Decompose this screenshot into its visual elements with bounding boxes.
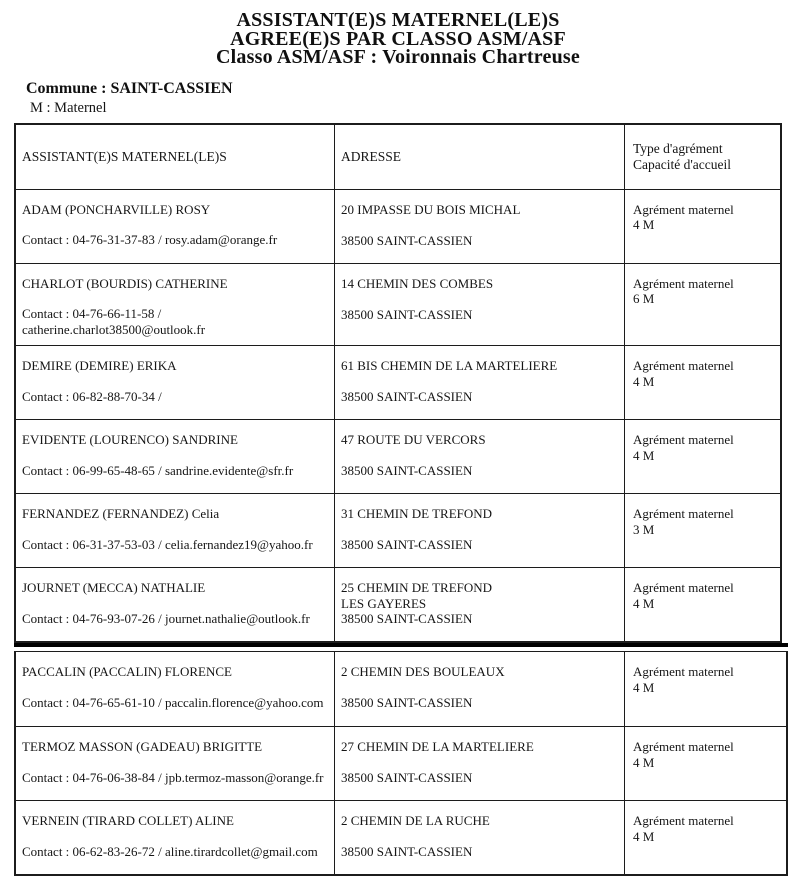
capacity: 4 M bbox=[633, 679, 655, 695]
assistant-name: FERNANDEZ (FERNANDEZ) Celia bbox=[22, 506, 220, 521]
address-cell bbox=[334, 801, 624, 874]
address-cell bbox=[334, 264, 624, 346]
assistant-contact: Contact : 06-99-65-48-65 / sandrine.evidente@sfr.fr bbox=[22, 462, 294, 478]
assistant-name: CHARLOT (BOURDIS) CATHERINE bbox=[22, 275, 228, 291]
address-line: 38500 SAINT-CASSIEN bbox=[341, 463, 473, 478]
assistant-cell bbox=[16, 420, 334, 493]
legend-maternel: M : Maternel bbox=[30, 99, 107, 116]
address-line bbox=[341, 374, 618, 390]
address-cell bbox=[334, 494, 624, 567]
address-line: 38500 SAINT-CASSIEN bbox=[341, 232, 473, 248]
agrement-cell bbox=[624, 420, 780, 493]
address-line: 38500 SAINT-CASSIEN bbox=[341, 306, 473, 322]
table-section-2 bbox=[14, 651, 788, 876]
assistant-contact: Contact : 06-82-88-70-34 / bbox=[22, 388, 162, 404]
table-row bbox=[16, 493, 780, 567]
assistant-name: JOURNET (MECCA) NATHALIE bbox=[22, 580, 206, 595]
agrement-type: Agrément maternel bbox=[633, 275, 734, 291]
agrement-cell bbox=[624, 652, 786, 726]
header-cell-assistants: ASSISTANT(E)S MATERNEL(LE)S bbox=[22, 148, 227, 164]
header-cell-adresse: ADRESSE bbox=[334, 125, 624, 189]
table-row bbox=[16, 263, 780, 346]
assistant-name: PACCALIN (PACCALIN) FLORENCE bbox=[22, 664, 232, 679]
table-row bbox=[16, 567, 780, 641]
agrement-type: Agrément maternel bbox=[633, 432, 734, 447]
address-line bbox=[341, 448, 618, 464]
capacity: 4 M bbox=[633, 447, 655, 463]
address-cell bbox=[334, 652, 624, 726]
address-cell bbox=[334, 727, 624, 800]
assistant-contact: Contact : 04-76-06-38-84 / jpb.termoz-masson@orange.fr bbox=[22, 769, 324, 785]
capacity: 6 M bbox=[633, 291, 655, 306]
assistant-name: DEMIRE (DEMIRE) ERIKA bbox=[22, 358, 177, 373]
agrement-cell bbox=[624, 801, 786, 874]
address-line: 20 IMPASSE DU BOIS MICHAL bbox=[341, 201, 521, 217]
assistant-cell bbox=[16, 264, 334, 346]
address-line bbox=[341, 829, 618, 845]
assistant-cell bbox=[16, 568, 334, 641]
address-line bbox=[341, 680, 618, 696]
address-line: 61 BIS CHEMIN DE LA MARTELIERE bbox=[341, 358, 558, 373]
assistant-contact: Contact : 06-62-83-26-72 / aline.tirardcollet@gmail.com bbox=[22, 843, 318, 859]
table-row bbox=[16, 345, 780, 419]
table-row bbox=[16, 419, 780, 493]
agrement-cell bbox=[624, 494, 780, 567]
assistant-contact: Contact : 06-31-37-53-03 / celia.fernandez19@yahoo.fr bbox=[22, 536, 313, 552]
assistant-name: VERNEIN (TIRARD COLLET) ALINE bbox=[22, 813, 234, 828]
agrement-type: Agrément maternel bbox=[633, 506, 734, 521]
table-row bbox=[16, 189, 780, 263]
assistant-contact: Contact : 04-76-66-11-58 / catherine.charlot38500@outlook.fr bbox=[22, 306, 206, 337]
assistant-cell bbox=[16, 494, 334, 567]
address-cell bbox=[334, 568, 624, 641]
assistants-table bbox=[14, 123, 796, 877]
commune-label: Commune : SAINT-CASSIEN bbox=[26, 79, 233, 97]
capacity: 4 M bbox=[633, 373, 655, 389]
address-line: 38500 SAINT-CASSIEN bbox=[341, 844, 473, 859]
assistant-cell bbox=[16, 190, 334, 263]
address-line: 38500 SAINT-CASSIEN bbox=[341, 537, 473, 552]
address-line: 25 CHEMIN DE TREFOND bbox=[341, 580, 493, 595]
table-header-row bbox=[16, 125, 780, 189]
assistant-cell bbox=[16, 652, 334, 726]
page-break-divider bbox=[14, 643, 788, 647]
capacity: 3 M bbox=[633, 521, 655, 537]
address-cell bbox=[334, 346, 624, 419]
capacity: 4 M bbox=[633, 595, 655, 611]
agrement-cell bbox=[624, 568, 780, 641]
address-line: 38500 SAINT-CASSIEN bbox=[341, 770, 473, 785]
assistant-contact: Contact : 04-76-31-37-83 / rosy.adam@orange.fr bbox=[22, 232, 278, 247]
address-cell bbox=[334, 190, 624, 263]
table-section-1 bbox=[14, 123, 782, 644]
agrement-type: Agrément maternel bbox=[633, 358, 734, 373]
address-line: 38500 SAINT-CASSIEN bbox=[341, 695, 473, 710]
address-line: 14 CHEMIN DES COMBES bbox=[341, 275, 494, 291]
page-title bbox=[0, 0, 796, 67]
address-line bbox=[341, 291, 618, 307]
address-line bbox=[341, 217, 618, 233]
agrement-cell bbox=[624, 190, 780, 263]
address-line bbox=[341, 755, 618, 771]
table-row bbox=[16, 800, 786, 874]
address-line: 31 CHEMIN DE TREFOND bbox=[341, 506, 493, 521]
assistant-contact: Contact : 04-76-93-07-26 / journet.nathalie@outlook.fr bbox=[22, 610, 310, 626]
agrement-cell bbox=[624, 346, 780, 419]
address-cell bbox=[334, 420, 624, 493]
agrement-type: Agrément maternel bbox=[633, 664, 734, 679]
table-row bbox=[16, 652, 786, 726]
capacity: 4 M bbox=[633, 754, 655, 770]
assistant-contact: Contact : 04-76-65-61-10 / paccalin.florence@yahoo.com bbox=[22, 694, 324, 710]
agrement-type: Agrément maternel bbox=[633, 580, 734, 595]
assistant-name: TERMOZ MASSON (GADEAU) BRIGITTE bbox=[22, 739, 263, 754]
page-title-line-1: ASSISTANT(E)S MATERNEL(LE)S bbox=[236, 9, 560, 31]
capacity: 4 M bbox=[633, 828, 655, 844]
agrement-type: Agrément maternel bbox=[633, 813, 734, 828]
agrement-type: Agrément maternel bbox=[633, 201, 734, 217]
address-line: 2 CHEMIN DE LA RUCHE bbox=[341, 813, 490, 828]
page-title-line-3: Classo ASM/ASF : Voironnais Chartreuse bbox=[216, 46, 580, 68]
assistant-name: ADAM (PONCHARVILLE) ROSY bbox=[22, 201, 211, 217]
address-line: 38500 SAINT-CASSIEN bbox=[341, 611, 473, 626]
address-line: 27 CHEMIN DE LA MARTELIERE bbox=[341, 739, 534, 754]
address-line: LES GAYERES bbox=[341, 595, 427, 611]
page-title-line-2: AGREE(E)S PAR CLASSO ASM/ASF bbox=[230, 27, 566, 50]
address-line: 47 ROUTE DU VERCORS bbox=[341, 432, 486, 447]
address-line: 38500 SAINT-CASSIEN bbox=[341, 389, 473, 404]
address-line: 2 CHEMIN DES BOULEAUX bbox=[341, 664, 505, 679]
header-cell-type-agrement: Type d'agrément Capacité d'accueil bbox=[624, 125, 780, 189]
table-row bbox=[16, 726, 786, 800]
assistant-cell bbox=[16, 801, 334, 874]
assistant-name: EVIDENTE (LOURENCO) SANDRINE bbox=[22, 432, 238, 447]
assistant-cell bbox=[16, 727, 334, 800]
address-line bbox=[341, 522, 618, 538]
capacity: 4 M bbox=[633, 217, 655, 232]
assistant-cell bbox=[16, 346, 334, 419]
agrement-cell bbox=[624, 727, 786, 800]
agrement-cell bbox=[624, 264, 780, 346]
agrement-type: Agrément maternel bbox=[633, 739, 734, 754]
